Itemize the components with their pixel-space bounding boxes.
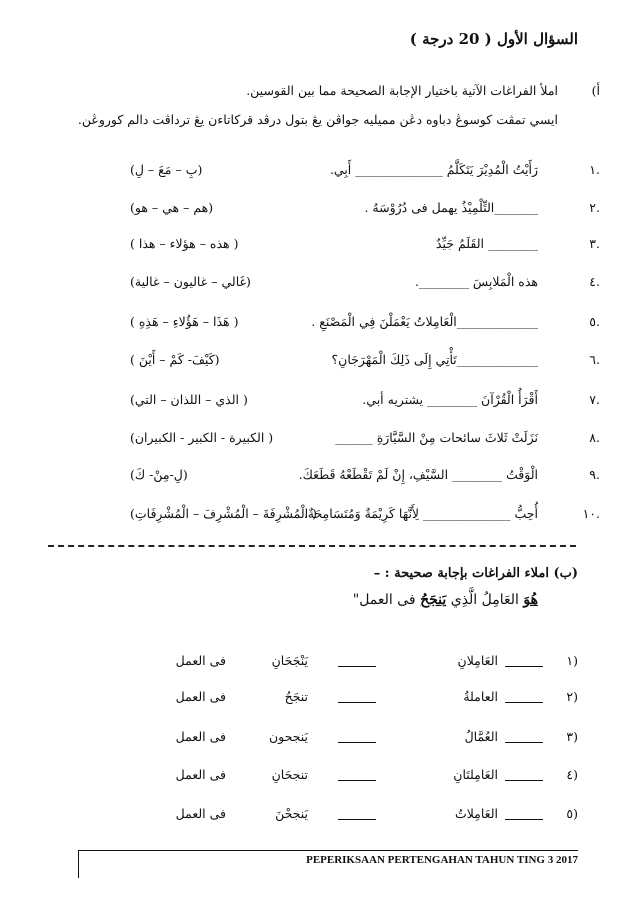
blank-line	[338, 742, 376, 743]
item-number: ٤.	[589, 274, 600, 289]
item-options: ( الذي – اللذان – التي)	[130, 392, 248, 407]
item-number: ٢.	[589, 200, 600, 215]
item-number: ٧.	[589, 392, 600, 407]
section-b-title: (ب) املاء الفراغات بإجابة صحيحة : –	[373, 566, 578, 581]
item-text: _____________تَأْتِي إِلَى ذَلِكَ الْمَهْرَجَانِ؟	[331, 352, 538, 367]
example-end: فى العمل"	[352, 592, 421, 608]
item-number: ٢)	[566, 689, 578, 704]
item-text: أَقْرَأُ الْقُرْآنَ ________ يشتريه أبي.	[362, 392, 538, 407]
blank-line	[338, 666, 376, 667]
item-verb: تنجَحُ	[284, 689, 308, 704]
item-verb: يَنْجَحَانِ	[271, 653, 308, 668]
item-text: نَزَلَتْ ثَلاثَ سائحات مِنْ السَّيَّارَةِ ______	[335, 430, 538, 445]
item-text: _____________الْعَامِلاتُ يَعْمَلْنَ فِي الْمَصْنَعِ .	[311, 314, 538, 329]
item-options: ( هذه – هؤلاء – هذا )	[130, 236, 239, 251]
item-options: ( هَذَا – هَؤُلاءِ – هَذِهِ )	[130, 314, 239, 329]
item-text: ________ القَلَمُ جَيِّدٌ	[435, 236, 538, 251]
example-verb: يَنجَحُ	[420, 592, 447, 608]
item-number: ٤)	[566, 767, 578, 782]
item-options: ( الْمُشْرِفَةَ – الْمُشْرِفَ – الْمُشْرِفَاتِ)	[130, 506, 317, 521]
item-number: ٨.	[589, 430, 600, 445]
item-end: فى العمل	[175, 729, 226, 744]
footer-rule	[78, 850, 578, 851]
item-number: ٩.	[589, 467, 600, 482]
blank-line	[338, 702, 376, 703]
example-middle: العَامِلُ الَّذِي	[446, 592, 524, 608]
blank-line	[505, 702, 543, 703]
item-verb: يَنجحون	[268, 729, 308, 744]
item-noun: العَامِلانِ	[457, 653, 498, 668]
item-noun: العُمَّالُ	[464, 729, 498, 744]
item-end: فى العمل	[175, 767, 226, 782]
blank-line	[505, 666, 543, 667]
item-noun: العاملةُ	[463, 689, 498, 704]
item-end: فى العمل	[175, 653, 226, 668]
item-number: ٣.	[589, 236, 600, 251]
blank-line	[338, 780, 376, 781]
item-end: فى العمل	[175, 689, 226, 704]
question-title: السؤال الأول ( 20 درجة )	[409, 30, 578, 48]
section-a-label: أ)	[591, 83, 600, 98]
item-noun: العَامِلاتُ	[454, 806, 498, 821]
item-number: ٥)	[566, 806, 578, 821]
blank-line	[505, 742, 543, 743]
blank-line	[338, 819, 376, 820]
item-text: أُحِبُّ ______________ لِأَنَّهَا كَرِيْمَةٌ وَمُتَسَامِحَةٌ.	[303, 506, 538, 521]
item-text: هذه الْمَلابِسَ ________.	[414, 274, 538, 289]
example-sentence	[353, 592, 538, 608]
item-text: الْوَقْتُ ________ السَّيْفِ، إِنْ لَمْ تَقْطَعْهُ قَطَعَكَ.	[298, 467, 538, 482]
example-pronoun: هُوَ	[523, 592, 538, 608]
item-number: ١٠.	[582, 506, 600, 521]
item-number: ١.	[589, 162, 600, 177]
item-verb: يَنجحْنَ	[275, 806, 308, 821]
footer-text: PEPERIKSAAN PERTENGAHAN TAHUN TING 3 2017	[306, 854, 578, 866]
item-number: ٣)	[566, 729, 578, 744]
item-number: ١)	[566, 653, 578, 668]
item-verb: تنجحَانِ	[271, 767, 308, 782]
item-options: (هم – هي – هو)	[130, 200, 214, 215]
item-number: ٥.	[589, 314, 600, 329]
footer-rule-vertical	[78, 850, 79, 878]
item-end: فى العمل	[175, 806, 226, 821]
blank-line	[505, 780, 543, 781]
item-options: (لِ-مِنْ- كَ)	[130, 467, 188, 482]
section-divider	[48, 545, 576, 547]
item-number: ٦.	[589, 352, 600, 367]
item-options: (غَالي – غاليون – غالية)	[130, 274, 251, 289]
item-text: _______التِّلْمِيْذُ يهمل فى دُرُوْسَهُ .	[364, 200, 538, 215]
instruction-jawi: ايسي تمڤت كوسوڠ دباوه دڠن مميليه جواڤن يڠ بتول درڤد قركاتاءن يڠ ترداڤت دالم كوروڠن.	[77, 112, 558, 127]
item-options: (بِ – مَعَ – لِ)	[130, 162, 203, 177]
instruction-arabic: املأ الفراغات الآتية باختيار الإجابة الصحيحة مما بين القوسين.	[246, 83, 558, 98]
item-noun: العَامِلتَانِ	[453, 767, 498, 782]
item-options: ( الكبيرة - الكبير - الكبيران)	[130, 430, 274, 445]
item-text: رَأَيْتُ الْمُدِيْرَ يَتَكَلَّمُ ______________ أَبِي.	[329, 162, 538, 177]
item-options: (كَيْفَ- كَمْ – أَيْنَ )	[130, 352, 220, 367]
blank-line	[505, 819, 543, 820]
